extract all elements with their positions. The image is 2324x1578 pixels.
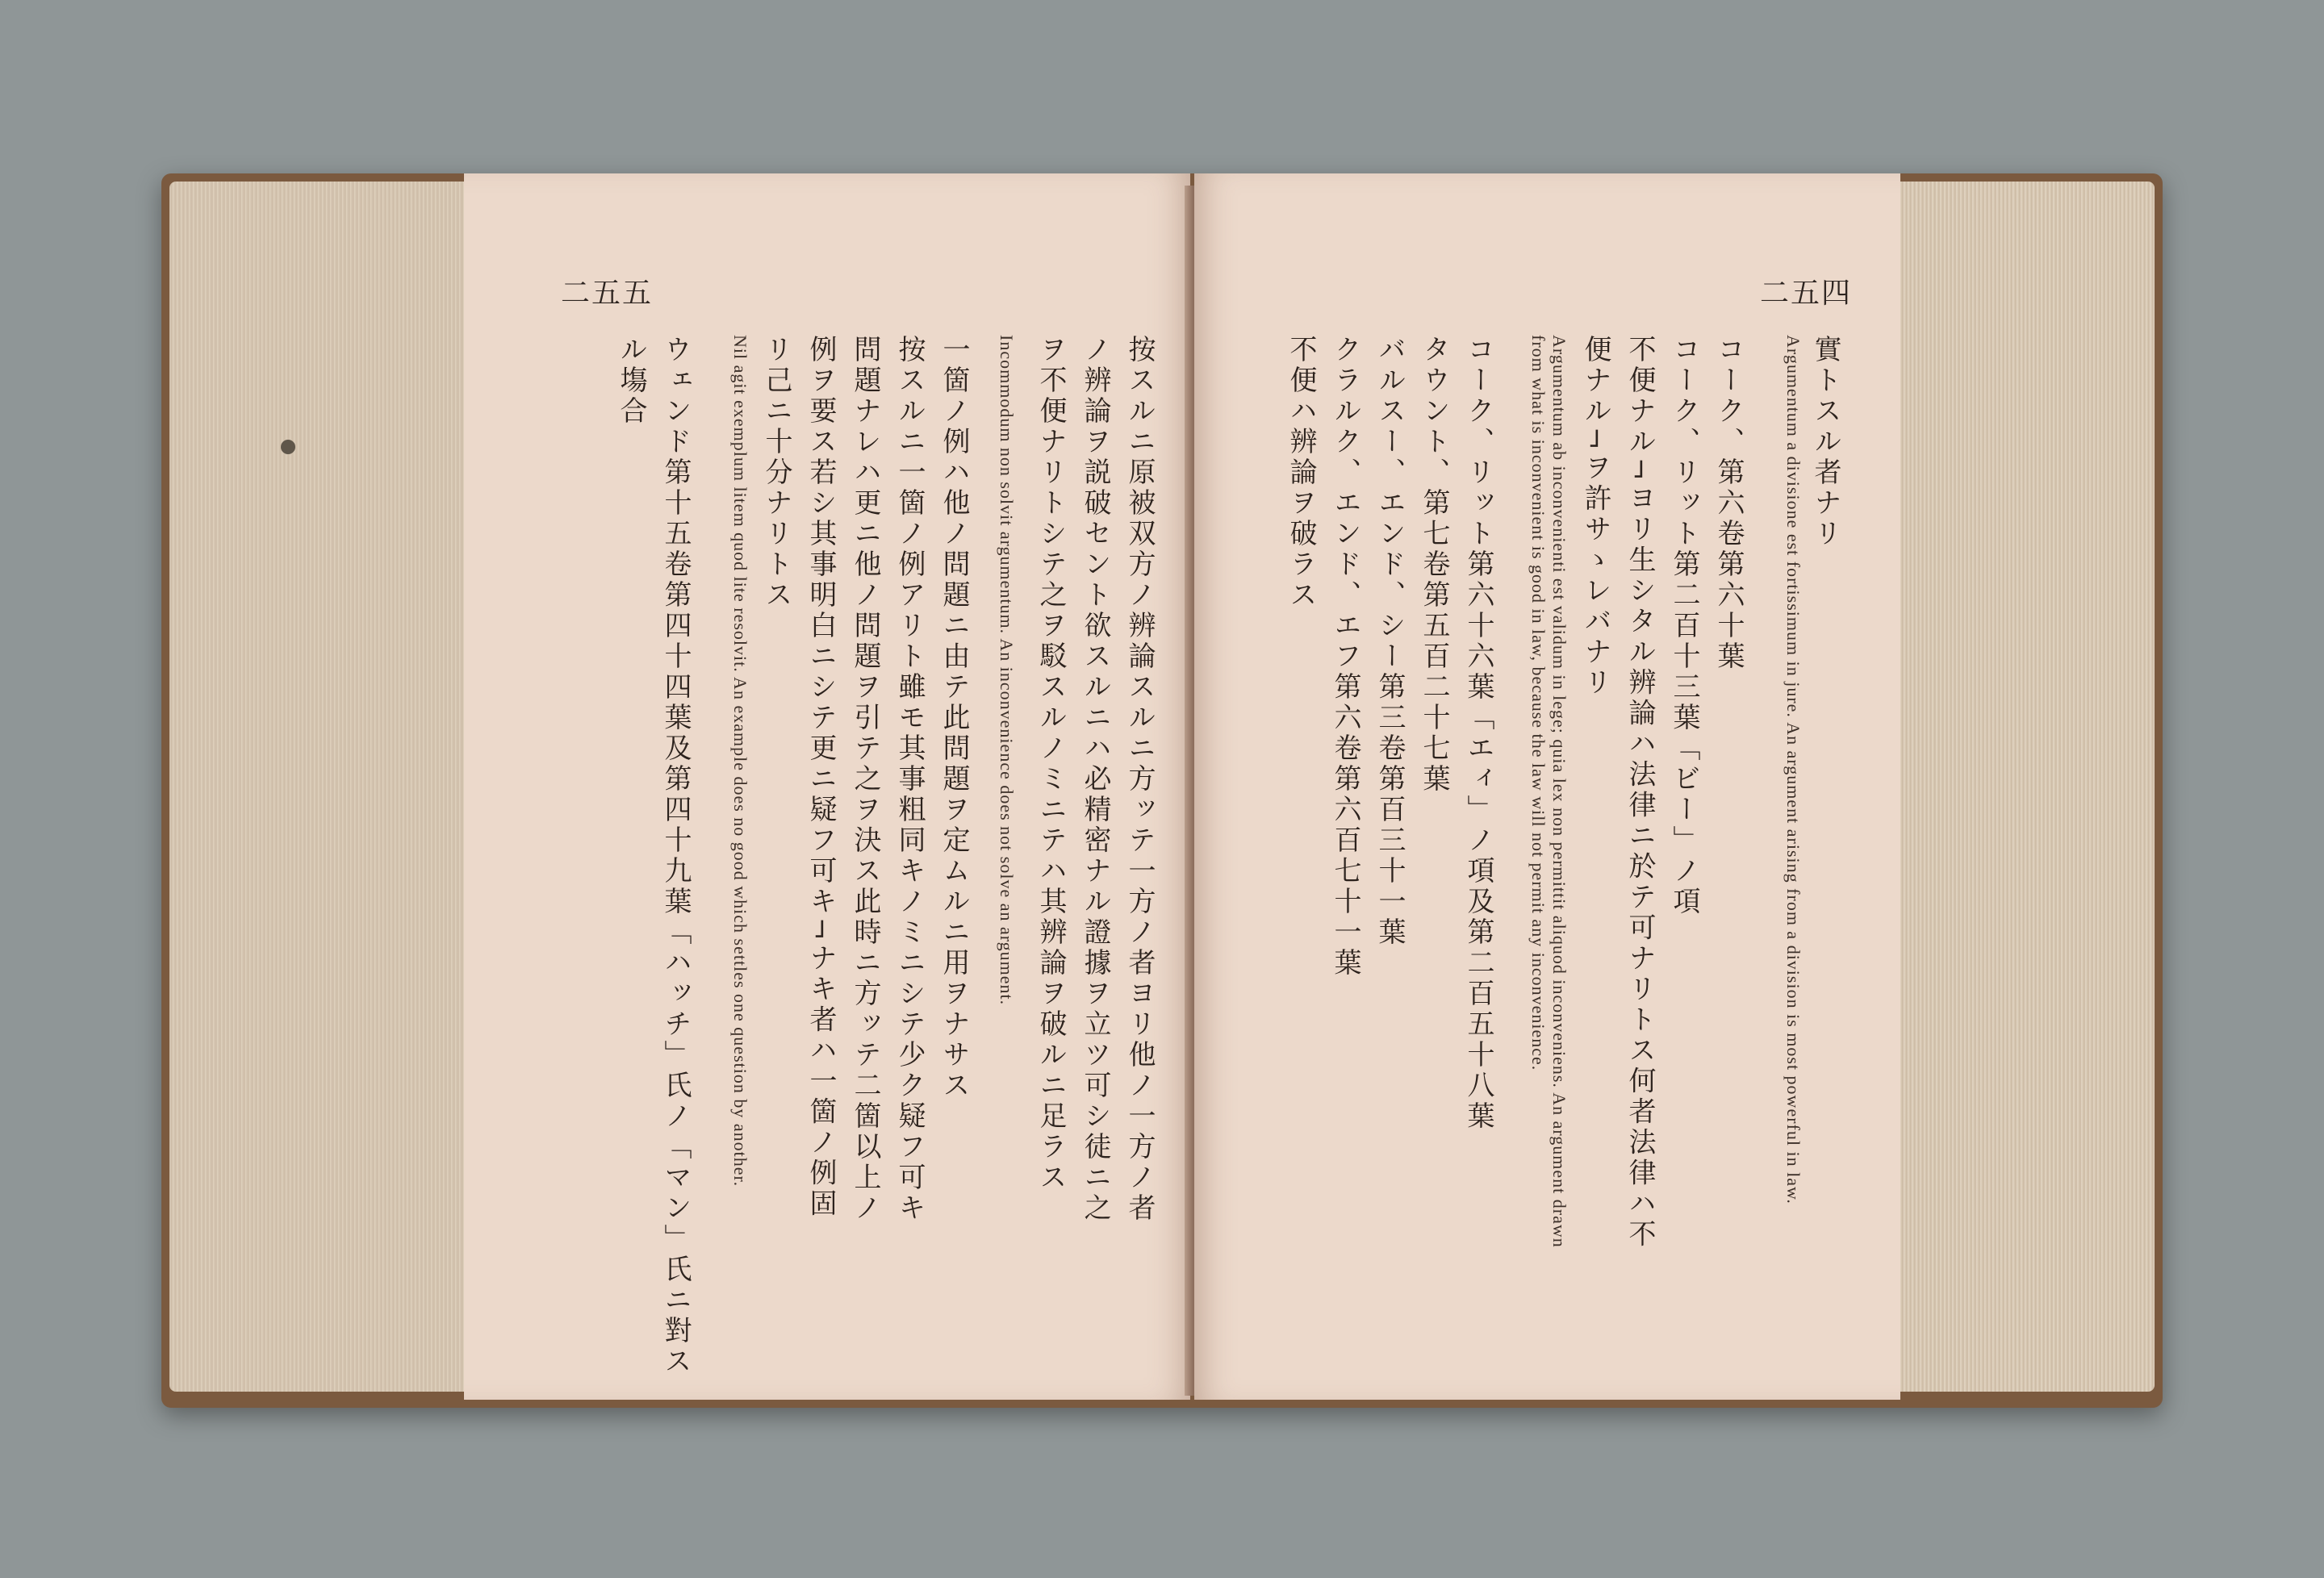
page-number: 二五五 [561,277,654,310]
text-column: 不便ナル¬ヨリ生シタル辨論ハ法律ニ於テ可ナリトス何者法律ハ不 [1624,335,1656,1250]
citation: コーク、リット第二百十三葉「ビー」ノ項 [1668,335,1700,917]
text-column: 一箇ノ例ハ他ノ問題ニ由テ此問題ヲ定ムルニ用ヲナサス [938,335,970,1101]
latin-maxim: Argumentum a divisione est fortissimum in jure. An argument arising from a division is most powerful in law. [1783,335,1804,1204]
page-number: 二五四 [1759,277,1852,310]
text-column: 按スルニ一箇ノ例アリト雖モ其事粗同キノミニシテ少ク疑フ可キ [893,335,926,1224]
text-column: 問題ナレハ更ニ他ノ問題ヲ引テ之ヲ決ス此時ニ方ッテ二箇以上ノ [849,335,881,1224]
text-column: 不便ハ辨論ヲ破ラス [1285,335,1317,611]
text-column: ノ辨論ヲ説破セント欲スルニハ必精密ナル證據ヲ立ツ可シ徒ニ之 [1079,335,1111,1224]
citation: タウント、第七卷第五百二十七葉 [1418,335,1450,795]
citation: コーク、第六卷第六十葉 [1712,335,1745,672]
latin-maxim: Nil agit exemplum litem quod lite resolvit. An example does no good which settles one question by another. [730,335,750,1188]
citation: ウェンド第十五卷第四十四葉及第四十九葉「ハッチ」氏ノ「マン」氏ニ對ス [659,335,692,1377]
citation: コーク、リット第六十六葉「エィ」ノ項及第二百五十八葉 [1462,335,1494,1132]
citation: バルスー、エンド、シー第三卷第百三十一葉 [1373,335,1406,948]
page-edges-left [169,182,468,1392]
citation: ル塲合 [615,335,647,427]
right-page [1194,173,1900,1400]
text-column: 實トスル者ナリ [1809,335,1841,549]
text-column: 例ヲ要ス若シ其事明白ニシテ更ニ疑フ可キ¬ナキ者ハ一箇ノ例固 [805,335,837,1220]
page-edges-right [1896,182,2155,1392]
text-column: ヲ不便ナリトシテ之ヲ駁スルノミニテハ其辨論ヲ破ルニ足ラス [1035,335,1067,1193]
citation: クラルク、エンド、エフ第六卷第六百七十一葉 [1329,335,1361,979]
text-column: リ己ニ十分ナリトス [760,335,792,611]
left-page [464,173,1190,1400]
latin-maxim: Argumentum ab inconvenienti est validum in lege; quia lex non permittit aliquod inconveniens. An argument drawn from what is inconvenient is good in law, because the law will not permit any inconvenience. [1528,335,1570,1248]
binding-hole [281,440,295,454]
text-column: 按スルニ原被双方ノ辨論スルニ方ッテ一方ノ者ヨリ他ノ一方ノ者 [1123,335,1156,1224]
latin-maxim: Incommodum non solvit argumentum. An inconvenience does not solve an argument. [997,335,1017,1006]
text-column: 便ナル¬ヲ許サゝレバナリ [1579,335,1611,699]
